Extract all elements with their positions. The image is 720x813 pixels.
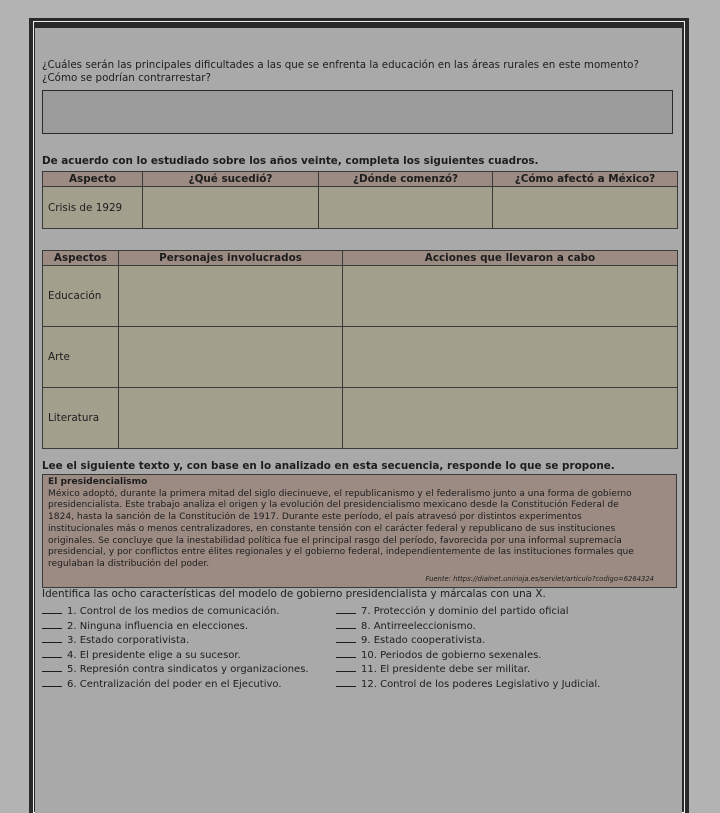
answer-cell[interactable] bbox=[119, 327, 343, 388]
table-header-cell: ¿Dónde comenzó? bbox=[319, 172, 493, 187]
identify-instruction: Identifica las ocho características del modelo de gobierno presidencialista y márcalas con una X. bbox=[42, 588, 546, 600]
reading-line: regulaban la distribución del poder. bbox=[48, 558, 210, 569]
item-text: 10. Periodos de gobierno sexenales. bbox=[361, 649, 542, 661]
list-item bbox=[336, 604, 646, 619]
row-label-cell: Literatura bbox=[43, 388, 119, 449]
answer-blank[interactable] bbox=[42, 633, 62, 643]
table-header-cell: Personajes involucrados bbox=[119, 251, 343, 266]
table-header-cell: Aspectos bbox=[43, 251, 119, 266]
question-line-2: ¿Cómo se podrían contrarrestar? bbox=[42, 72, 211, 84]
list-item bbox=[42, 633, 332, 648]
table-header-row bbox=[43, 172, 678, 187]
list-item bbox=[42, 677, 332, 692]
table-header-cell: Aspecto bbox=[43, 172, 143, 187]
list-item bbox=[336, 619, 646, 634]
reading-box bbox=[42, 474, 677, 588]
list-item bbox=[336, 648, 646, 663]
question-line-1: ¿Cuáles serán las principales dificultades a las que se enfrenta la educación en las áreas rurales en este momento? bbox=[42, 59, 639, 71]
worksheet-page bbox=[35, 28, 682, 813]
row-label-cell: Educación bbox=[43, 266, 119, 327]
item-text: 8. Antirreeleccionismo. bbox=[361, 620, 476, 632]
table-header-cell: Acciones que llevaron a cabo bbox=[343, 251, 678, 266]
reading-line: 1824, hasta la sanción de la Constitución de 1917. Durante este período, el país atravesó por distintos experimentos bbox=[48, 512, 582, 523]
answer-cell[interactable] bbox=[319, 187, 493, 229]
answer-blank[interactable] bbox=[336, 604, 356, 614]
reading-line: presidencialista. Este trabajo analiza el origen y la evolución del presidencialismo mexicano desde la Constitución Federal de bbox=[48, 500, 619, 511]
item-text: 5. Represión contra sindicatos y organizaciones. bbox=[67, 664, 309, 675]
answer-cell[interactable] bbox=[119, 266, 343, 327]
list-item bbox=[42, 662, 332, 677]
aspects-table bbox=[42, 250, 678, 449]
answer-box[interactable] bbox=[42, 90, 673, 134]
answer-blank[interactable] bbox=[336, 677, 356, 687]
list-item bbox=[336, 662, 646, 677]
answer-blank[interactable] bbox=[42, 677, 62, 687]
answer-blank[interactable] bbox=[336, 648, 356, 658]
answer-cell[interactable] bbox=[143, 187, 319, 229]
checklist-left-column bbox=[42, 604, 332, 691]
answer-blank[interactable] bbox=[42, 648, 62, 658]
answer-blank[interactable] bbox=[42, 662, 62, 672]
list-item bbox=[336, 633, 646, 648]
table-header-cell: ¿Cómo afectó a México? bbox=[493, 172, 678, 187]
list-item bbox=[336, 677, 646, 692]
answer-cell[interactable] bbox=[493, 187, 678, 229]
table-header-row bbox=[43, 251, 678, 266]
item-text: 1. Control de los medios de comunicación. bbox=[67, 606, 280, 617]
answer-cell[interactable] bbox=[343, 388, 678, 449]
table-header-cell: ¿Qué sucedió? bbox=[143, 172, 319, 187]
item-text: 7. Protección y dominio del partido oficial bbox=[361, 606, 569, 617]
answer-blank[interactable] bbox=[336, 662, 356, 672]
item-text: 6. Centralización del poder en el Ejecutivo. bbox=[67, 678, 282, 690]
item-text: 2. Ninguna influencia en elecciones. bbox=[67, 620, 248, 632]
item-text: 9. Estado cooperativista. bbox=[361, 635, 486, 646]
item-text: 12. Control de los poderes Legislativo y Judicial. bbox=[361, 678, 601, 690]
list-item bbox=[42, 604, 332, 619]
section2-heading: Lee el siguiente texto y, con base en lo analizado en esta secuencia, responde lo que se propone. bbox=[42, 460, 615, 472]
item-text: 3. Estado corporativista. bbox=[67, 635, 190, 646]
source-citation: Fuente: https://dialnet.unirioja.es/servlet/articulo?codigo=6264324 bbox=[425, 575, 654, 584]
checklist-right-column bbox=[336, 604, 646, 691]
answer-blank[interactable] bbox=[42, 604, 62, 614]
table-row bbox=[43, 327, 678, 388]
table-row bbox=[43, 266, 678, 327]
table-row bbox=[43, 187, 678, 229]
answer-cell[interactable] bbox=[343, 266, 678, 327]
item-text: 11. El presidente debe ser militar. bbox=[361, 664, 531, 675]
section1-heading: De acuerdo con lo estudiado sobre los años veinte, completa los siguientes cuadros. bbox=[42, 155, 539, 167]
answer-cell[interactable] bbox=[119, 388, 343, 449]
answer-blank[interactable] bbox=[336, 633, 356, 643]
reading-line: originales. Se concluye que la inestabilidad política fue el principal rasgo del período, favorecida por una informal supremacía bbox=[48, 535, 622, 546]
question-text bbox=[42, 59, 672, 85]
reading-line: México adoptó, durante la primera mitad del siglo diecinueve, el republicanismo y el federalismo junto a una forma de gobierno bbox=[48, 488, 632, 499]
item-text: 4. El presidente elige a su sucesor. bbox=[67, 649, 241, 661]
reading-line: presidencial, y por conflictos entre élites regionales y el gobierno federal, independientemente de las instituciones formales que bbox=[48, 547, 634, 558]
row-label-cell: Arte bbox=[43, 327, 119, 388]
answer-cell[interactable] bbox=[343, 327, 678, 388]
answer-blank[interactable] bbox=[42, 619, 62, 629]
reading-title: El presidencialismo bbox=[48, 477, 148, 487]
list-item bbox=[42, 619, 332, 634]
answer-blank[interactable] bbox=[336, 619, 356, 629]
crisis-table bbox=[42, 171, 678, 229]
row-label-cell: Crisis de 1929 bbox=[43, 187, 143, 229]
table-row bbox=[43, 388, 678, 449]
reading-line: institucionales más o menos centralizadores, en constante tensión con el carácter federal y republicano de sus instituciones bbox=[48, 523, 616, 534]
list-item bbox=[42, 648, 332, 663]
